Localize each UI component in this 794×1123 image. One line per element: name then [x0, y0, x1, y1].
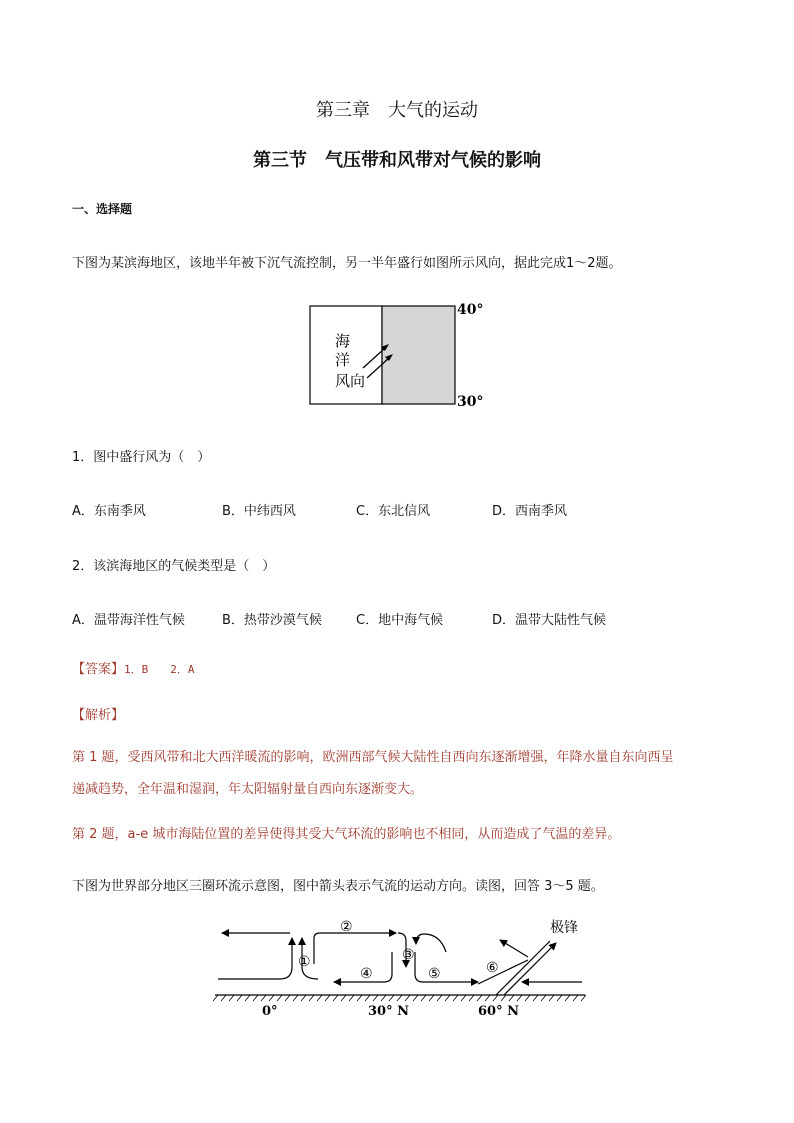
- rising-along-front-arrow: [500, 940, 528, 957]
- polar-front: [496, 941, 556, 995]
- q2-option-b: B．热带沙漠气候: [222, 613, 322, 628]
- answer-label: 【答案】: [72, 662, 125, 677]
- explanation-q1-line1: 第 1 题，受西风带和北大西洋暖流的影响，欧洲西部气候大陆性自西向东逐渐增强，年降水量自东向西呈: [72, 750, 674, 765]
- latitude-40-label: 40°: [457, 302, 484, 318]
- ocean-label-2: 洋: [335, 351, 351, 369]
- question-1-stem: 1．图中盛行风为（ ）: [72, 450, 211, 465]
- answer-line: [72, 658, 195, 677]
- answer-values: 1．B 2．A: [124, 663, 195, 676]
- label-circle-1: ①: [298, 954, 311, 970]
- q2-option-d: D．温带大陆性气候: [492, 613, 607, 628]
- q1-option-c: C．东北信风: [356, 504, 431, 519]
- trade-wind-rising-arrow: [218, 938, 292, 979]
- label-circle-3: ③: [402, 947, 415, 963]
- latitude-30-label: 30°: [457, 394, 484, 410]
- upper-flow-arrow-2: [314, 933, 396, 964]
- section-heading: 一、选择题: [72, 202, 133, 216]
- question-2-stem: 2．该滨海地区的气候类型是（ ）: [72, 559, 276, 574]
- chapter-title: 第三章 大气的运动: [316, 100, 478, 121]
- explanation-label: 【解析】: [72, 708, 125, 723]
- question-intro-2: 下图为世界部分地区三圈环流示意图，图中箭头表示气流的运动方向。读图，回答 3～5 题。: [72, 879, 604, 894]
- latitude-label-30n: 30° N: [368, 1004, 409, 1019]
- surface-flow-arrow-5: [415, 952, 478, 982]
- q2-option-a: A．温带海洋性气候: [72, 613, 185, 628]
- explanation-q2: 第 2 题，a-e 城市海陆位置的差异使得其受大气环流的影响也不相同，从而造成了气温的差异。: [72, 827, 621, 842]
- label-circle-5: ⑤: [428, 966, 441, 982]
- figure-coastal-region: [305, 298, 495, 410]
- section-title: 第三节 气压带和风带对气候的影响: [253, 150, 541, 171]
- question-intro-1: 下图为某滨海地区，该地半年被下沉气流控制，另一半年盛行如图所示风向，据此完成1～2题。: [72, 256, 622, 271]
- ground-line: [213, 995, 586, 1001]
- label-circle-2: ②: [340, 919, 353, 935]
- upper-return-arrow: [416, 934, 446, 952]
- q1-option-b: B．中纬西风: [222, 504, 296, 519]
- polar-front-label: 极锋: [550, 920, 578, 936]
- q1-option-d: D．西南季风: [492, 504, 568, 519]
- q1-option-a: A．东南季风: [72, 504, 146, 519]
- explanation-q1-line2: 递减趋势，全年温和湿润，年太阳辐射量自西向东逐渐变大。: [72, 782, 424, 797]
- label-circle-6: ⑥: [486, 960, 499, 976]
- label-circle-4: ④: [360, 966, 373, 982]
- land-area: [382, 306, 455, 404]
- ocean-label-1: 海: [335, 332, 351, 350]
- wind-direction-label: 风向: [335, 372, 366, 390]
- latitude-label-60n: 60° N: [478, 1004, 519, 1019]
- figure-three-cell-circulation: [210, 912, 590, 1022]
- latitude-label-0: 0°: [262, 1004, 278, 1019]
- q2-option-c: C．地中海气候: [356, 613, 444, 628]
